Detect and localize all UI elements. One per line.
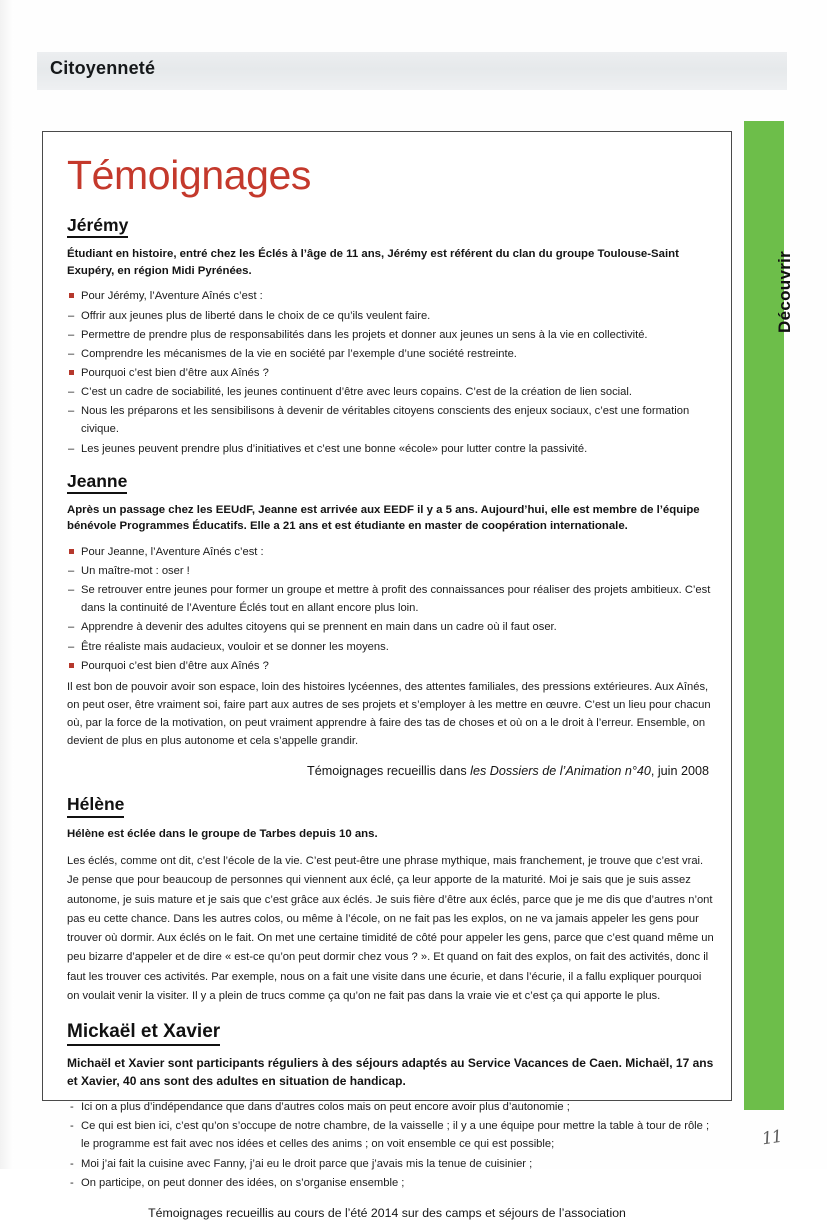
testimony-section-mickael-xavier xyxy=(59,1009,715,1220)
person-name-heading: Jeanne xyxy=(67,471,127,494)
list-item: - Ce qui est bien ici, c’est qu’on s’occupe de notre chambre, de la vaisselle ; il y a une équipe pour mettre la table à tour de rôle ; le programme est fait avec nos idées et celles des anims ; on voit ensemble ce qui est possible; xyxy=(67,1117,715,1153)
person-intro: Michaël et Xavier sont participants réguliers à des séjours adaptés au Service Vacances de Caen. Michaël, 17 ans et Xavier, 40 ans sont des adultes en situation de handicap. xyxy=(67,1056,714,1089)
list-item: – Comprendre les mécanismes de la vie en société par l’exemple d’une société restreinte. xyxy=(67,345,715,363)
credit-suffix: , juin 2008 xyxy=(650,764,709,779)
testimony-section-jeremy xyxy=(59,203,715,457)
list-item: – Les jeunes peuvent prendre plus d’initiatives et c’est une bonne «école» pour lutter contre la passivité. xyxy=(67,440,715,458)
credit-prefix: Témoignages recueillis dans xyxy=(307,764,471,779)
side-tab-decouvrir xyxy=(744,121,794,1110)
document-title: Témoignages xyxy=(67,152,312,198)
person-intro: Hélène est éclée dans le groupe de Tarbes depuis 10 ans. xyxy=(67,827,378,840)
credit-italic-title: les Dossiers de l’Animation n°40 xyxy=(470,764,651,779)
list-item: – Se retrouver entre jeunes pour former un groupe et mettre à profit des connaissances pour réaliser des projets ambitieux. C’est dans la continuité de l’Aventure Éclés tout en allant encore plus loin. xyxy=(67,581,715,617)
source-credit-final: Témoignages recueillis au cours de l’été 2014 sur des camps et séjours de l’association xyxy=(148,1205,626,1220)
bullet-list-jeanne xyxy=(67,543,715,675)
list-item: - On participe, on peut donner des idées, on s’organise ensemble ; xyxy=(67,1174,715,1192)
list-item: – Permettre de prendre plus de responsabilités dans les projets et donner aux jeunes un sens à la vie en collectivité. xyxy=(67,326,715,344)
person-name-heading: Jérémy xyxy=(67,215,128,238)
person-paragraph: Il est bon de pouvoir avoir son espace, loin des histoires lycéennes, des attentes familiales, des pressions extérieures. Aux Aînés, on peut oser, être vraiment soi, faire part aux autres de ses projets et s’employer à les mettre en œuvre. C’est un lieu pour chacun où, par la force de la motivation, on peut vraiment apprendre à faire des tas de choses et où on a le droit à l’erreur. Ensemble, on devient de plus en plus autonome et cela s’appelle grandir. xyxy=(67,680,711,748)
bullet-list-mickael-xavier xyxy=(67,1098,715,1192)
person-paragraph: Les éclés, comme ont dit, c’est l’école de la vie. C’est peut-être une phrase mythique, mais franchement, je trouve que c’est vrai. Je pense que pour beaucoup de personnes qui viennent aux éclé, ça leur apporte de la maturité. Moi je sais que je suis assez autonome, je suis mature et je sais que c’est grâce aux éclés. Je suis fière d’être aux éclés, parce que je me dis que d’autres n’ont pas eu cette chance. Dans les autres colos, ou même à l’école, on ne fait pas les explos, on ne va jamais appeler les gens pour trouver où dormir. Aux éclés on le fait. On met une certaine timidité de côté pour appeler les gens, parce que c’est quand même un peu bizarre d’appeler et de dire « est-ce qu’on peut dormir chez vous ? ». Et quand on fait des explos, on fait des activités, donc il faut les trouver ces activités. Par exemple, nous on a fait une visite dans une écurie, et dans l’écurie, il a fallu expliquer pourquoi on voulait venir la visiter. Il y a plein de trucs comme ça qu’on ne fait pas dans la vraie vie et c’est ça qui apporte le plus. xyxy=(67,855,714,1002)
list-item: – Offrir aux jeunes plus de liberté dans le choix de ce qu’ils veulent faire. xyxy=(67,307,715,325)
list-item: – C’est un cadre de sociabilité, les jeunes continuent d’être avec leurs copains. C’est de la création de lien social. xyxy=(67,383,715,401)
page-number: 11 xyxy=(760,1126,783,1150)
list-item: – Un maître-mot : oser ! xyxy=(67,562,715,580)
person-intro: Étudiant en histoire, entré chez les Éclés à l’âge de 11 ans, Jérémy est référent du clan du groupe Toulouse-Saint Exupéry, en région Midi Pyrénées. xyxy=(67,248,679,277)
list-item: Pour Jeanne, l’Aventure Aînés c’est : xyxy=(67,543,715,561)
list-item: - Moi j’ai fait la cuisine avec Fanny, j’ai eu le droit parce que j’avais mis la tenue de cuisinier ; xyxy=(67,1155,715,1173)
list-item: – Nous les préparons et les sensibilisons à devenir de véritables citoyens conscients des enjeux sociaux, c’est une formation civique. xyxy=(67,402,715,438)
list-item: – Apprendre à devenir des adultes citoyens qui se prennent en main dans un cadre où il faut oser. xyxy=(67,618,715,636)
person-intro: Après un passage chez les EEUdF, Jeanne est arrivée aux EEDF il y a 5 ans. Aujourd’hui, elle est membre de l’équipe bénévole Programmes Éducatifs. Elle a 21 ans et est étudiante en master de coopération internationale. xyxy=(67,503,700,533)
testimony-section-helene xyxy=(59,782,715,1006)
bullet-list-jeremy xyxy=(67,287,715,457)
list-item: – Être réaliste mais audacieux, vouloir et se donner les moyens. xyxy=(67,638,715,656)
side-tab-label: Découvrir xyxy=(775,250,794,333)
content-box xyxy=(42,131,732,1220)
list-item: Pour Jérémy, l’Aventure Aînés c’est : xyxy=(67,287,715,305)
testimony-section-jeanne xyxy=(59,459,715,779)
scan-edge xyxy=(0,0,14,1169)
person-name-heading: Mickaël et Xavier xyxy=(67,1021,220,1046)
page-title: Citoyenneté xyxy=(50,58,156,78)
list-item: - Ici on a plus d’indépendance que dans d’autres colos mais on peut encore avoir plus d’autonomie ; xyxy=(67,1098,715,1116)
person-name-heading: Hélène xyxy=(67,794,124,817)
list-item: Pourquoi c’est bien d’être aux Aînés ? xyxy=(67,657,715,675)
list-item: Pourquoi c’est bien d’être aux Aînés ? xyxy=(67,364,715,382)
source-credit-first xyxy=(59,764,709,778)
